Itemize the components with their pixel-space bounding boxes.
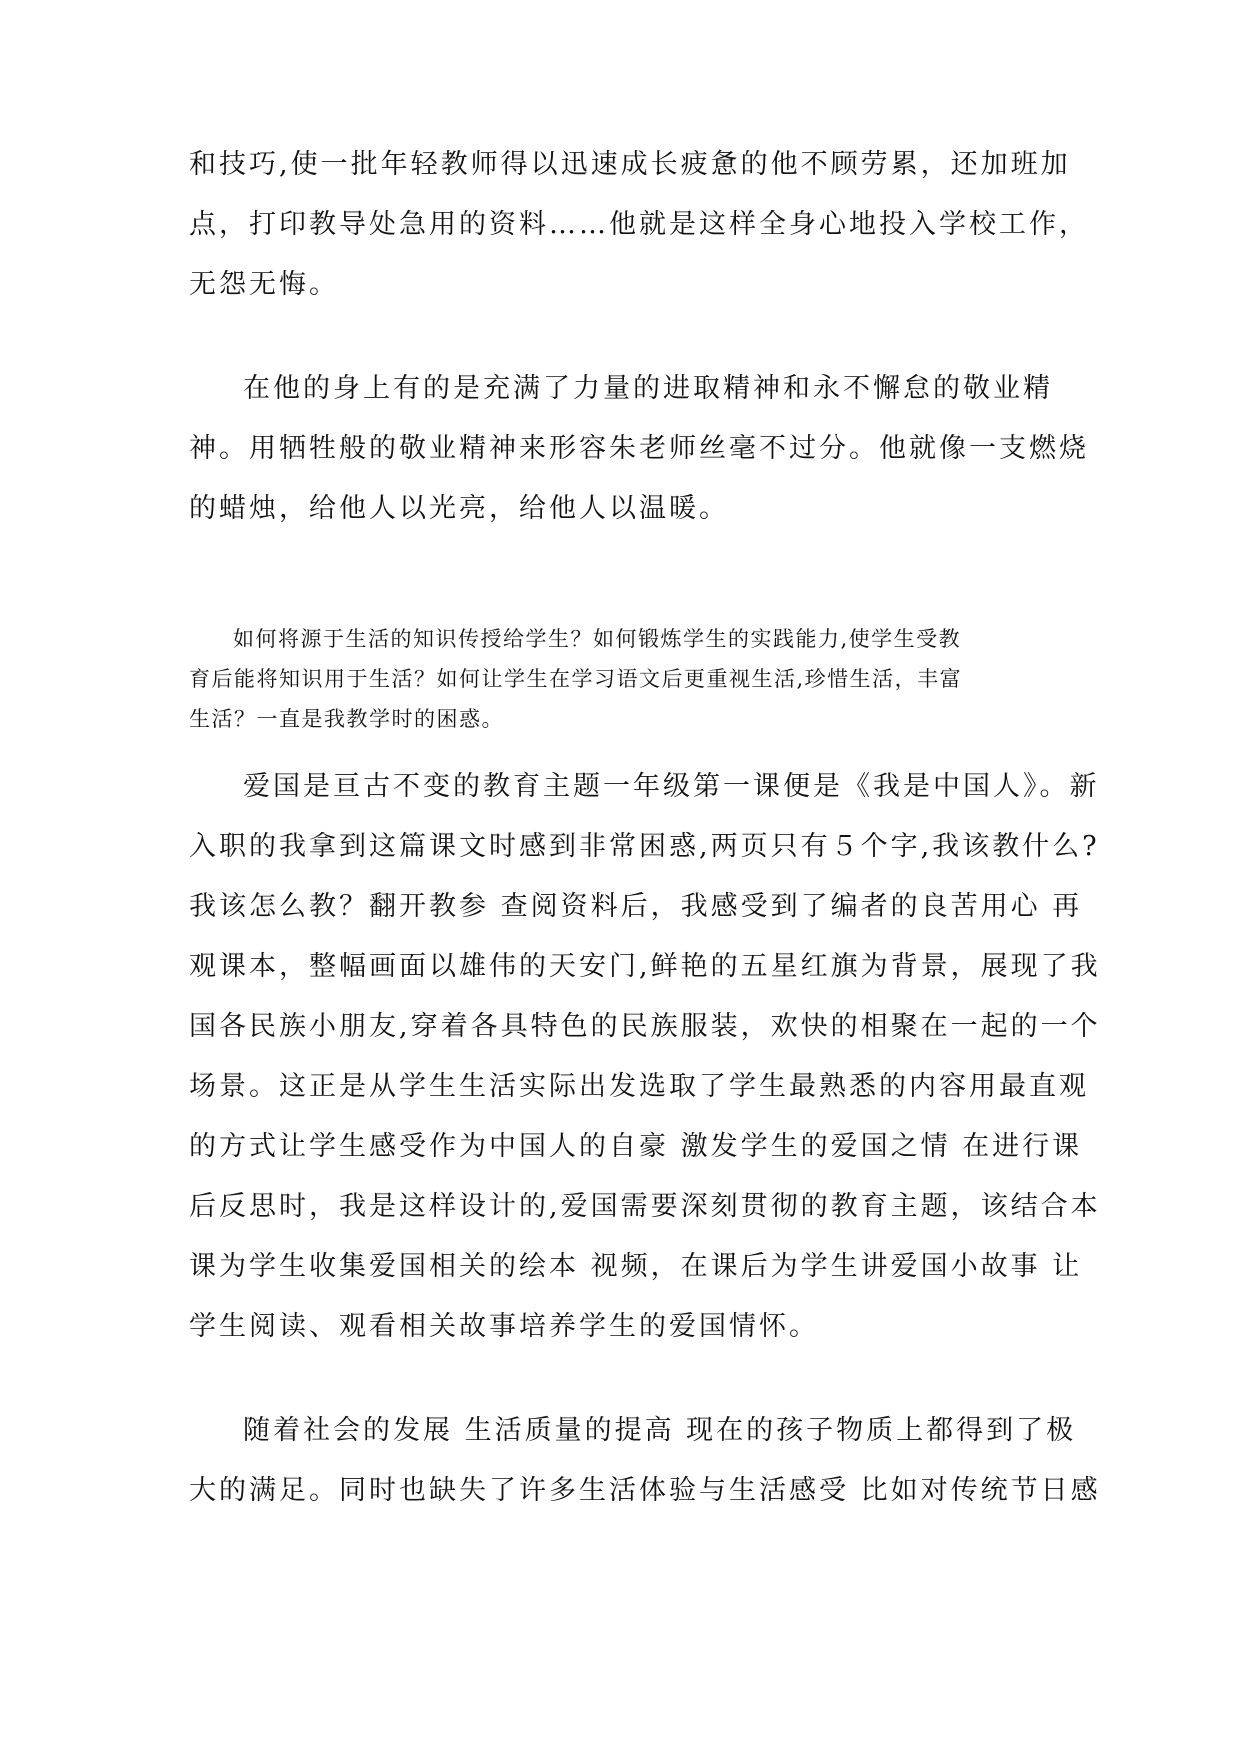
text-line: 的方式让学生感受作为中国人的自豪 激发学生的爱国之情 在进行课 [189, 1131, 1083, 1162]
text-line: 观课本，整幅画面以雄伟的天安门,鲜艳的五星红旗为背景，展现了我 [189, 951, 1101, 982]
text-line: 场景。这正是从学生生活实际出发选取了学生最熟悉的内容用最直观 [189, 1071, 1089, 1102]
text-line: 生活？一直是我教学时的困惑。 [189, 707, 504, 731]
text-line: 如何将源于生活的知识传授给学生？如何锻炼学生的实践能力,使学生受教 [233, 627, 962, 651]
text-line: 点，打印教导处急用的资料……他就是这样全身心地投入学校工作， [189, 209, 1089, 240]
text-line: 的蜡烛，给他人以光亮，给他人以温暖。 [189, 493, 729, 524]
text-line: 后反思时，我是这样设计的,爱国需要深刻贯彻的教育主题，该结合本 [189, 1191, 1101, 1222]
text-line: 爱国是亘古不变的教育主题一年级第一课便是《我是中国人》。新 [243, 771, 1100, 802]
text-line: 大的满足。同时也缺失了许多生活体验与生活感受 比如对传统节日感 [189, 1475, 1101, 1506]
text-line: 入职的我拿到这篇课文时感到非常困惑,两页只有５个字,我该教什么? [189, 831, 1100, 862]
text-line: 无怨无悔。 [189, 269, 339, 300]
text-line: 课为学生收集爱国相关的绘本 视频，在课后为学生讲爱国小故事 让 [189, 1251, 1083, 1282]
text-line: 神。用牺牲般的敬业精神来形容朱老师丝毫不过分。他就像一支燃烧 [189, 433, 1089, 464]
text-line: 和技巧,使一批年轻教师得以迅速成长疲惫的他不顾劳累，还加班加 [189, 149, 1071, 180]
text-line: 育后能将知识用于生活？如何让学生在学习语文后更重视生活,珍惜生活，丰富 [189, 667, 963, 691]
text-line: 学生阅读、观看相关故事培养学生的爱国情怀。 [189, 1311, 819, 1342]
text-line: 我该怎么教？翻开教参 查阅资料后，我感受到了编者的良苦用心 再 [189, 891, 1083, 922]
text-line: 随着社会的发展 生活质量的提高 现在的孩子物质上都得到了极 [243, 1415, 1077, 1446]
text-line: 国各民族小朋友,穿着各具特色的民族服装，欢快的相聚在一起的一个 [189, 1011, 1101, 1042]
text-line: 在他的身上有的是充满了力量的进取精神和永不懈怠的敬业精 [243, 373, 1053, 404]
